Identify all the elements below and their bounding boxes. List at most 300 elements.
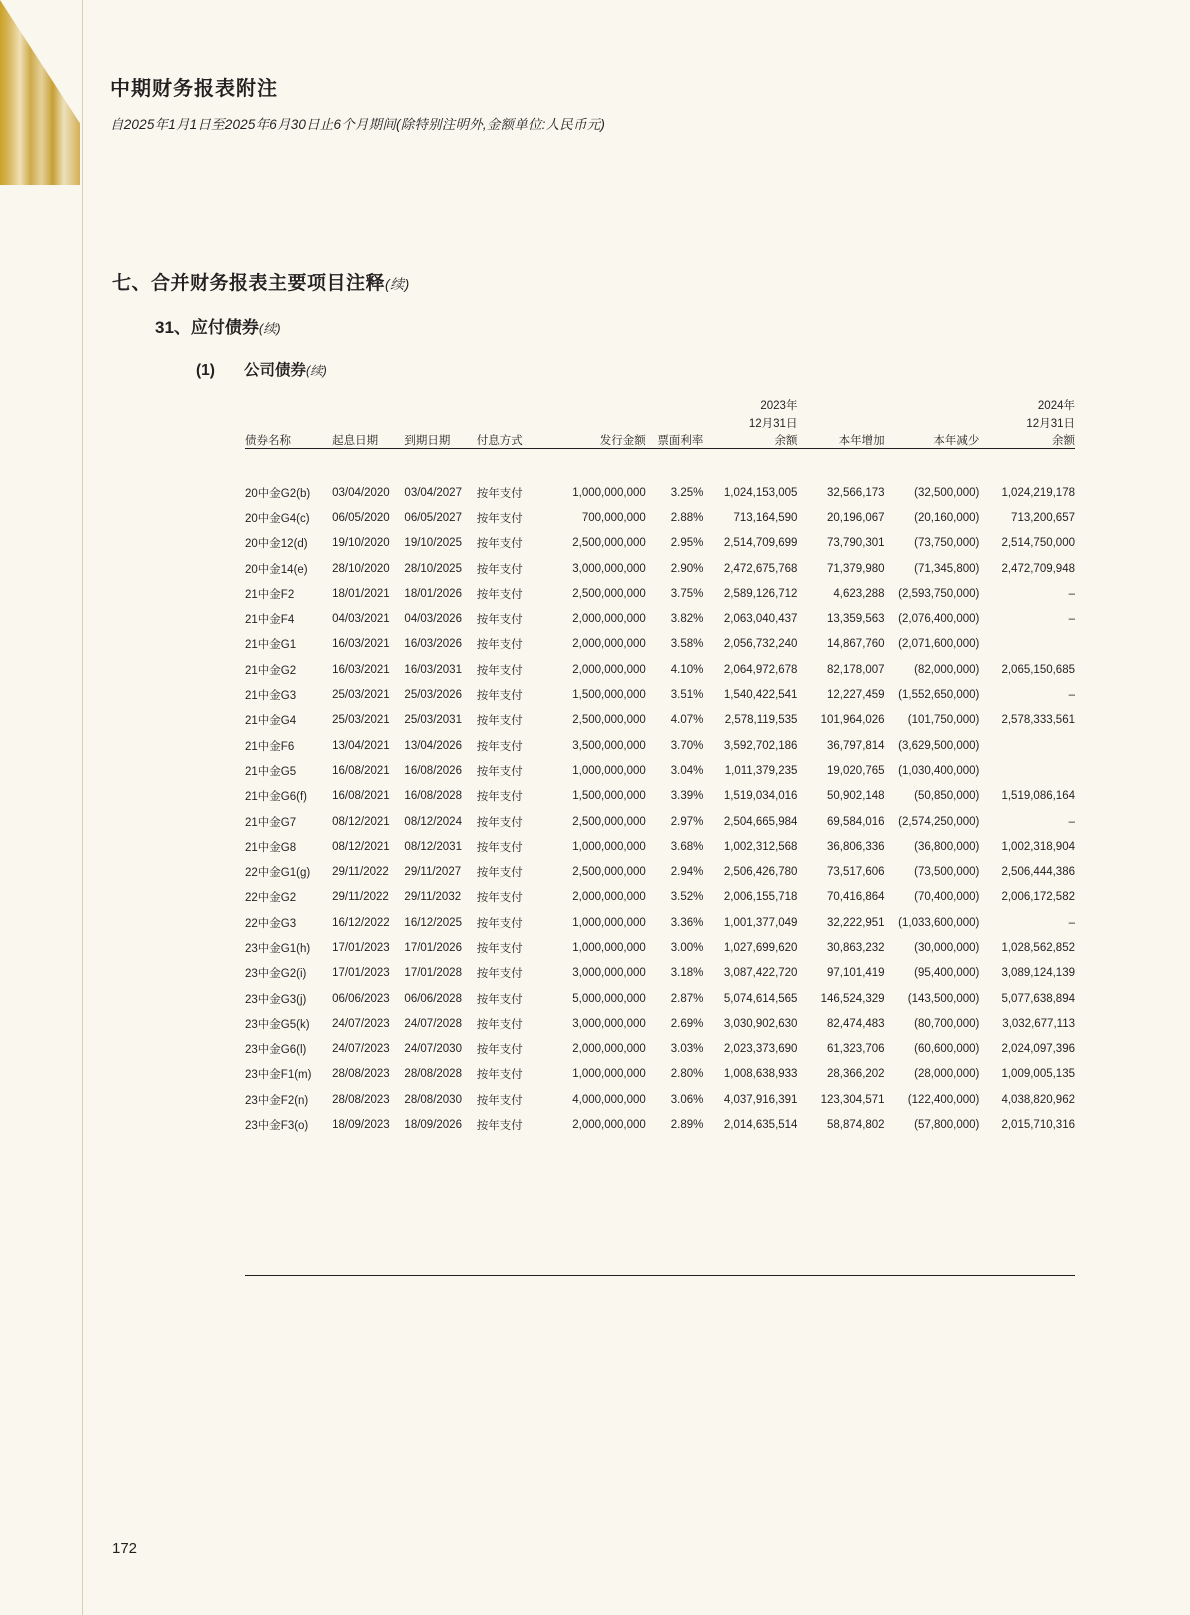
table-row: [245, 986, 1075, 1011]
col-header-decrease: 本年减少: [933, 435, 980, 447]
cell-issue-amount: 2,500,000,000: [572, 537, 646, 550]
cell-balance-2024: 5,077,638,894: [1001, 992, 1075, 1005]
cell-balance-2024: –: [1068, 916, 1075, 929]
cell-bond-name: 23中金G1(h): [245, 942, 311, 955]
cell-interest-payment: 按年支付: [476, 563, 523, 576]
table-header: [245, 396, 1075, 480]
cell-balance-2024: 2,065,150,685: [1001, 663, 1075, 676]
cell-decrease: (32,500,000): [914, 486, 980, 499]
cell-issue-amount: 2,500,000,000: [572, 587, 646, 600]
col-header-maturity-date: 到期日期: [404, 435, 451, 447]
cell-coupon-rate: 3.51%: [670, 689, 704, 702]
cell-issue-amount: 1,000,000,000: [572, 916, 646, 929]
cell-coupon-rate: 2.97%: [670, 815, 704, 828]
cell-increase: 82,178,007: [827, 663, 885, 676]
cell-decrease: (50,850,000): [914, 790, 980, 803]
cell-balance-2024: 3,032,677,113: [1002, 1017, 1075, 1030]
cell-interest-payment: 按年支付: [476, 791, 523, 804]
cell-start-date: 16/08/2021: [332, 764, 390, 777]
cell-bond-name: 22中金G1(g): [245, 867, 311, 880]
table-row: [245, 885, 1075, 910]
table-row: [245, 1011, 1075, 1036]
cell-maturity-date: 03/04/2027: [404, 486, 462, 499]
cell-balance-2024: 713,200,657: [1011, 511, 1075, 524]
cell-issue-amount: 3,500,000,000: [572, 739, 646, 752]
cell-increase: 14,867,760: [827, 638, 885, 651]
col-header-increase: 本年增加: [838, 435, 885, 447]
cell-balance-2023: 1,002,312,568: [723, 840, 798, 853]
cell-issue-amount: 1,000,000,000: [572, 1068, 646, 1081]
cell-coupon-rate: 3.52%: [670, 891, 704, 904]
section-heading-level2-text: 31、应付债券: [155, 318, 259, 337]
cell-maturity-date: 28/10/2025: [404, 562, 462, 575]
cell-increase: 69,584,016: [827, 815, 885, 828]
cell-coupon-rate: 3.18%: [670, 967, 704, 980]
cell-decrease: (1,552,650,000): [898, 689, 980, 702]
bonds-table-wrapper: [245, 396, 1075, 1138]
table-row: [245, 657, 1075, 682]
cell-interest-payment: 按年支付: [476, 512, 523, 525]
cell-increase: 19,020,765: [827, 764, 885, 777]
cell-maturity-date: 16/12/2025: [404, 916, 462, 929]
page-header: [110, 72, 1010, 133]
cell-start-date: 04/03/2021: [332, 613, 390, 626]
cell-balance-2023: 1,519,034,016: [723, 790, 798, 803]
cell-maturity-date: 16/08/2028: [404, 790, 462, 803]
header-bal23-year: 2023年: [760, 400, 798, 412]
cell-start-date: 17/01/2023: [332, 967, 390, 980]
table-row: [245, 632, 1075, 657]
cell-start-date: 17/01/2023: [332, 941, 390, 954]
cell-start-date: 18/01/2021: [332, 587, 390, 600]
table-row: [245, 505, 1075, 530]
cell-bond-name: 23中金G6(l): [245, 1044, 307, 1057]
cell-balance-2024: –: [1068, 613, 1075, 626]
table-row: [245, 1112, 1075, 1137]
col-header-balance-2024: 余额: [1052, 435, 1075, 447]
cell-increase: 61,323,706: [827, 1043, 885, 1056]
cell-start-date: 24/07/2023: [332, 1043, 390, 1056]
cell-decrease: (73,750,000): [914, 537, 980, 550]
table-row: [245, 758, 1075, 783]
cell-balance-2024: 2,024,097,396: [1001, 1043, 1075, 1056]
cell-coupon-rate: 2.80%: [670, 1068, 704, 1081]
cell-issue-amount: 1,500,000,000: [572, 790, 646, 803]
cell-start-date: 25/03/2021: [332, 689, 390, 702]
cell-coupon-rate: 3.58%: [670, 638, 704, 651]
cell-balance-2024: 2,506,444,386: [1001, 866, 1075, 879]
cell-issue-amount: 2,000,000,000: [572, 1043, 646, 1056]
cell-decrease: (2,574,250,000): [898, 815, 980, 828]
cell-balance-2024: 2,578,333,561: [1001, 714, 1075, 727]
cell-bond-name: 21中金G6(f): [245, 791, 307, 804]
cell-issue-amount: 700,000,000: [581, 511, 646, 524]
cell-interest-payment: 按年支付: [476, 664, 523, 677]
cell-increase: 82,474,483: [827, 1017, 885, 1030]
section-heading-level2: [155, 313, 281, 338]
cell-increase: 30,863,232: [827, 941, 885, 954]
cell-balance-2024: [979, 733, 1075, 758]
cell-balance-2024: 3,089,124,139: [1001, 967, 1075, 980]
cell-maturity-date: 16/03/2031: [404, 663, 462, 676]
cell-coupon-rate: 3.36%: [670, 916, 704, 929]
cell-start-date: 29/11/2022: [332, 866, 389, 879]
cell-coupon-rate: 3.70%: [670, 739, 704, 752]
cell-maturity-date: 19/10/2025: [404, 537, 462, 550]
left-vertical-rule: [82, 0, 83, 1615]
cell-decrease: (95,400,000): [914, 967, 980, 980]
cell-bond-name: 21中金G1: [245, 639, 297, 652]
table-row: [245, 935, 1075, 960]
page-title: 中期财务报表附注: [110, 78, 278, 100]
cell-balance-2023: 2,504,665,984: [723, 815, 798, 828]
cell-balance-2023: 2,506,426,780: [723, 866, 798, 879]
cell-increase: 123,304,571: [820, 1093, 885, 1106]
cell-interest-payment: 按年支付: [476, 1094, 523, 1107]
cell-start-date: 28/08/2023: [332, 1068, 390, 1081]
cell-decrease: (36,800,000): [914, 840, 980, 853]
header-row-columns: [245, 432, 1075, 449]
header-bal24-date: 12月31日: [1026, 418, 1075, 430]
cell-bond-name: 23中金F3(o): [245, 1120, 309, 1133]
cell-increase: 20,196,067: [827, 511, 885, 524]
cell-balance-2023: 2,063,040,437: [723, 613, 798, 626]
cell-coupon-rate: 3.25%: [670, 486, 704, 499]
cell-balance-2023: 2,064,972,678: [723, 663, 798, 676]
cell-issue-amount: 1,000,000,000: [572, 486, 646, 499]
corner-decoration: [0, 0, 120, 185]
cell-balance-2024: 1,002,318,904: [1001, 840, 1075, 853]
cell-bond-name: 21中金G5: [245, 765, 297, 778]
cell-start-date: 25/03/2021: [332, 714, 390, 727]
section-heading-level3-text: 公司债券: [244, 362, 307, 379]
cell-interest-payment: 按年支付: [476, 1069, 523, 1082]
cell-start-date: 28/08/2023: [332, 1093, 390, 1106]
cell-interest-payment: 按年支付: [476, 740, 523, 753]
cell-balance-2023: 1,001,377,049: [723, 916, 798, 929]
cell-issue-amount: 2,500,000,000: [572, 866, 646, 879]
cell-balance-2023: 713,164,590: [733, 511, 798, 524]
cell-balance-2024: –: [1068, 815, 1075, 828]
cell-decrease: (70,400,000): [914, 891, 980, 904]
cell-interest-payment: 按年支付: [476, 816, 523, 829]
section-heading-level2-cont: (续): [258, 321, 281, 336]
table-row: [245, 708, 1075, 733]
cell-coupon-rate: 2.88%: [670, 511, 704, 524]
cell-start-date: 06/05/2020: [332, 511, 390, 524]
cell-bond-name: 20中金G2(b): [245, 487, 311, 500]
cell-balance-2024: 1,009,005,135: [1001, 1068, 1075, 1081]
cell-balance-2024: 1,028,562,852: [1001, 941, 1075, 954]
cell-balance-2023: 1,024,153,005: [723, 486, 798, 499]
cell-bond-name: 21中金G7: [245, 816, 297, 829]
cell-balance-2023: 1,027,699,620: [723, 941, 798, 954]
cell-decrease: (1,030,400,000): [898, 764, 980, 777]
cell-decrease: (3,629,500,000): [898, 739, 980, 752]
cell-bond-name: 21中金F4: [245, 614, 295, 627]
cell-bond-name: 21中金G8: [245, 841, 297, 854]
table-row: [245, 606, 1075, 631]
cell-decrease: (143,500,000): [907, 992, 980, 1005]
cell-interest-payment: 按年支付: [476, 993, 523, 1006]
cell-issue-amount: 3,000,000,000: [572, 562, 646, 575]
table-row: [245, 1062, 1075, 1087]
cell-bond-name: 23中金F1(m): [245, 1069, 312, 1082]
cell-balance-2023: 3,592,702,186: [723, 739, 798, 752]
cell-maturity-date: 08/12/2031: [404, 840, 462, 853]
section-heading-level1: [112, 268, 410, 295]
cell-maturity-date: 18/09/2026: [404, 1119, 462, 1132]
cell-coupon-rate: 2.87%: [670, 992, 704, 1005]
cell-coupon-rate: 3.06%: [670, 1093, 704, 1106]
cell-increase: 32,566,173: [827, 486, 885, 499]
cell-issue-amount: 5,000,000,000: [572, 992, 646, 1005]
cell-issue-amount: 2,000,000,000: [572, 638, 646, 651]
page-number: 172: [112, 1540, 138, 1557]
table-row: [245, 834, 1075, 859]
cell-start-date: 16/03/2021: [332, 638, 390, 651]
col-header-bond-name: 债券名称: [245, 435, 291, 447]
cell-maturity-date: 28/08/2028: [404, 1068, 462, 1081]
header-row-year: [245, 396, 1075, 414]
section-heading-level3-cont: (续): [306, 364, 327, 378]
cell-bond-name: 20中金12(d): [245, 538, 308, 551]
cell-interest-payment: 按年支付: [476, 942, 523, 955]
table-row: [245, 682, 1075, 707]
cell-decrease: (122,400,000): [907, 1093, 980, 1106]
table-row: [245, 480, 1075, 505]
cell-balance-2024: [979, 758, 1075, 783]
cell-balance-2023: 3,087,422,720: [723, 967, 798, 980]
cell-bond-name: 21中金F6: [245, 740, 295, 753]
cell-issue-amount: 1,000,000,000: [572, 941, 646, 954]
cell-balance-2024: 1,024,219,178: [1001, 486, 1075, 499]
cell-coupon-rate: 3.04%: [670, 764, 704, 777]
table-row: [245, 910, 1075, 935]
cell-interest-payment: 按年支付: [476, 715, 523, 728]
cell-maturity-date: 24/07/2030: [404, 1043, 462, 1056]
header-spacer: [245, 450, 1075, 480]
cell-bond-name: 23中金G3(j): [245, 993, 307, 1006]
cell-balance-2023: 4,037,916,391: [723, 1093, 798, 1106]
header-bal24-year: 2024年: [1037, 400, 1075, 412]
cell-issue-amount: 3,000,000,000: [572, 1017, 646, 1030]
cell-issue-amount: 1,000,000,000: [572, 840, 646, 853]
cell-increase: 58,874,802: [827, 1119, 885, 1132]
cell-interest-payment: 按年支付: [476, 1018, 523, 1031]
cell-coupon-rate: 3.39%: [670, 790, 704, 803]
cell-balance-2023: 2,578,119,535: [724, 714, 798, 727]
cell-increase: 28,366,202: [827, 1068, 885, 1081]
cell-decrease: (80,700,000): [914, 1017, 980, 1030]
cell-coupon-rate: 3.68%: [670, 840, 704, 853]
cell-increase: 146,524,329: [820, 992, 885, 1005]
cell-increase: 4,623,288: [833, 587, 885, 600]
cell-maturity-date: 13/04/2026: [404, 739, 462, 752]
cell-issue-amount: 2,000,000,000: [572, 1119, 646, 1132]
cell-maturity-date: 29/11/2027: [404, 866, 462, 879]
cell-interest-payment: 按年支付: [476, 538, 523, 551]
cell-maturity-date: 18/01/2026: [404, 587, 462, 600]
cell-balance-2024: 4,038,820,962: [1001, 1093, 1075, 1106]
cell-coupon-rate: 2.94%: [670, 866, 704, 879]
cell-maturity-date: 08/12/2024: [404, 815, 462, 828]
cell-balance-2024: 2,015,710,316: [1001, 1119, 1075, 1132]
cell-balance-2024: 2,472,709,948: [1001, 562, 1075, 575]
cell-start-date: 19/10/2020: [332, 537, 390, 550]
cell-decrease: (2,076,400,000): [898, 613, 980, 626]
cell-increase: 32,222,951: [827, 916, 885, 929]
table-row: [245, 809, 1075, 834]
cell-start-date: 03/04/2020: [332, 486, 390, 499]
cell-coupon-rate: 3.75%: [670, 587, 704, 600]
cell-balance-2023: 2,056,732,240: [723, 638, 798, 651]
cell-start-date: 08/12/2021: [332, 815, 390, 828]
table-row: [245, 961, 1075, 986]
cell-maturity-date: 06/05/2027: [404, 511, 462, 524]
cell-balance-2023: 1,540,422,541: [723, 689, 798, 702]
cell-balance-2023: 2,589,126,712: [723, 587, 798, 600]
table-row: [245, 556, 1075, 581]
cell-interest-payment: 按年支付: [476, 639, 523, 652]
cell-decrease: (82,000,000): [914, 663, 980, 676]
cell-start-date: 16/03/2021: [332, 663, 390, 676]
cell-bond-name: 21中金G3: [245, 690, 297, 703]
cell-coupon-rate: 4.10%: [670, 663, 704, 676]
section-heading-level1-cont: (续): [385, 276, 410, 292]
cell-coupon-rate: 3.00%: [670, 941, 704, 954]
cell-interest-payment: 按年支付: [476, 968, 523, 981]
col-header-coupon-rate: 票面利率: [657, 435, 704, 447]
cell-balance-2023: 5,074,614,565: [723, 992, 798, 1005]
table-row: [245, 581, 1075, 606]
cell-issue-amount: 2,000,000,000: [572, 613, 646, 626]
cell-start-date: 16/12/2022: [332, 916, 390, 929]
cell-increase: 73,790,301: [827, 537, 885, 550]
section-heading-level3-number: (1): [196, 362, 215, 379]
cell-increase: 73,517,606: [827, 866, 885, 879]
cell-increase: 50,902,148: [827, 790, 885, 803]
cell-increase: 101,964,026: [820, 714, 885, 727]
col-header-balance-2023: 余额: [774, 435, 798, 447]
cell-start-date: 06/06/2023: [332, 992, 390, 1005]
cell-bond-name: 20中金14(e): [245, 563, 308, 576]
cell-issue-amount: 3,000,000,000: [572, 967, 646, 980]
section-heading-level3: [196, 358, 327, 380]
cell-decrease: (71,345,800): [914, 562, 980, 575]
corporate-bonds-table: [245, 396, 1075, 1138]
cell-interest-payment: 按年支付: [476, 917, 523, 930]
cell-maturity-date: 17/01/2026: [404, 941, 462, 954]
table-row: [245, 859, 1075, 884]
cell-start-date: 29/11/2022: [332, 891, 389, 904]
cell-balance-2024: 2,514,750,000: [1001, 537, 1075, 550]
header-bal23-date: 12月31日: [748, 418, 798, 430]
cell-interest-payment: 按年支付: [476, 1044, 523, 1057]
cell-balance-2024: [979, 632, 1075, 657]
cell-increase: 13,359,563: [827, 613, 885, 626]
cell-bond-name: 23中金G2(i): [245, 968, 307, 981]
table-body: [245, 480, 1075, 1138]
cell-maturity-date: 04/03/2026: [404, 613, 462, 626]
table-bottom-rule: [245, 1275, 1075, 1276]
corner-triangle-mask: [0, 0, 120, 185]
cell-balance-2023: 3,030,902,630: [723, 1017, 798, 1030]
cell-decrease: (1,033,600,000): [898, 916, 980, 929]
cell-maturity-date: 25/03/2031: [404, 714, 462, 727]
cell-issue-amount: 4,000,000,000: [572, 1093, 646, 1106]
cell-interest-payment: 按年支付: [476, 614, 523, 627]
table-row: [245, 1037, 1075, 1062]
cell-interest-payment: 按年支付: [476, 841, 523, 854]
cell-decrease: (30,000,000): [914, 941, 980, 954]
cell-interest-payment: 按年支付: [476, 867, 523, 880]
cell-coupon-rate: 3.82%: [670, 613, 704, 626]
cell-balance-2023: 1,008,638,933: [723, 1068, 798, 1081]
cell-interest-payment: 按年支付: [476, 1120, 523, 1133]
cell-maturity-date: 16/03/2026: [404, 638, 462, 651]
cell-balance-2024: –: [1068, 689, 1075, 702]
cell-interest-payment: 按年支付: [476, 487, 523, 500]
cell-balance-2023: 2,472,675,768: [723, 562, 798, 575]
cell-increase: 36,797,814: [827, 739, 885, 752]
section-heading-level1-text: 七、合并财务报表主要项目注释: [112, 273, 386, 294]
cell-decrease: (20,160,000): [914, 511, 980, 524]
cell-issue-amount: 1,000,000,000: [572, 764, 646, 777]
cell-interest-payment: 按年支付: [476, 690, 523, 703]
cell-coupon-rate: 3.03%: [670, 1043, 704, 1056]
cell-issue-amount: 2,000,000,000: [572, 663, 646, 676]
cell-decrease: (101,750,000): [907, 714, 980, 727]
cell-interest-payment: 按年支付: [476, 892, 523, 905]
cell-start-date: 18/09/2023: [332, 1119, 390, 1132]
cell-coupon-rate: 2.89%: [670, 1119, 704, 1132]
cell-maturity-date: 28/08/2030: [404, 1093, 462, 1106]
cell-interest-payment: 按年支付: [476, 765, 523, 778]
table-row: [245, 784, 1075, 809]
cell-coupon-rate: 2.69%: [670, 1017, 704, 1030]
cell-decrease: (2,071,600,000): [898, 638, 980, 651]
cell-start-date: 13/04/2021: [332, 739, 390, 752]
cell-start-date: 16/08/2021: [332, 790, 390, 803]
cell-coupon-rate: 2.90%: [670, 562, 704, 575]
cell-decrease: (2,593,750,000): [898, 587, 980, 600]
cell-bond-name: 23中金G5(k): [245, 1018, 310, 1031]
col-header-interest-payment: 付息方式: [476, 435, 523, 447]
cell-coupon-rate: 2.95%: [670, 537, 704, 550]
cell-balance-2023: 2,514,709,699: [723, 537, 798, 550]
cell-maturity-date: 16/08/2026: [404, 764, 462, 777]
cell-balance-2023: 2,023,373,690: [723, 1043, 798, 1056]
col-header-issue-amount: 发行金额: [599, 435, 646, 447]
cell-bond-name: 22中金G3: [245, 917, 297, 930]
cell-coupon-rate: 4.07%: [670, 714, 704, 727]
cell-bond-name: 22中金G2: [245, 892, 297, 905]
cell-issue-amount: 2,500,000,000: [572, 714, 646, 727]
cell-bond-name: 20中金G4(c): [245, 512, 310, 525]
cell-increase: 12,227,459: [827, 689, 885, 702]
cell-increase: 70,416,864: [827, 891, 885, 904]
cell-maturity-date: 24/07/2028: [404, 1017, 462, 1030]
header-row-date: [245, 414, 1075, 432]
cell-balance-2023: 2,014,635,514: [723, 1119, 798, 1132]
cell-balance-2024: –: [1068, 587, 1075, 600]
cell-balance-2024: 2,006,172,582: [1001, 891, 1075, 904]
cell-interest-payment: 按年支付: [476, 588, 523, 601]
cell-balance-2024: 1,519,086,164: [1001, 790, 1075, 803]
cell-balance-2023: 1,011,379,235: [724, 764, 798, 777]
table-row: [245, 733, 1075, 758]
